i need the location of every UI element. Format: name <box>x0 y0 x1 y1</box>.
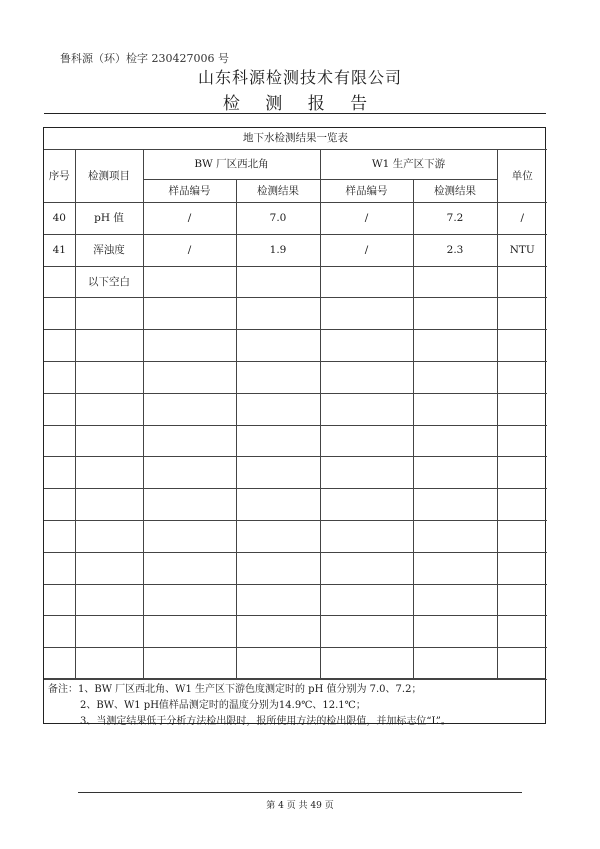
w1-result-cell <box>413 584 497 616</box>
seq-cell <box>44 489 75 521</box>
item-cell <box>75 393 143 425</box>
table-row <box>44 489 547 521</box>
unit-cell <box>497 393 547 425</box>
w1-sample-no-cell <box>320 648 413 680</box>
header-rule <box>44 113 546 114</box>
bw-sample-no-cell: / <box>143 234 236 266</box>
table-row <box>44 552 547 584</box>
col-item-header: 检测项目 <box>75 150 143 203</box>
bw-sample-no-cell <box>143 393 236 425</box>
w1-sample-no-cell: / <box>320 234 413 266</box>
w1-result-cell <box>413 393 497 425</box>
table-caption: 地下水检测结果一览表 <box>44 128 547 150</box>
w1-result-header: 检测结果 <box>413 180 497 203</box>
bw-result-cell: 1.9 <box>236 234 320 266</box>
unit-cell <box>497 616 547 648</box>
table-row <box>44 457 547 489</box>
unit-cell <box>497 520 547 552</box>
w1-result-cell: 7.2 <box>413 203 497 235</box>
bw-sample-no-cell <box>143 361 236 393</box>
item-cell <box>75 298 143 330</box>
page-number: 第 4 页 共 49 页 <box>266 801 334 811</box>
item-cell <box>75 584 143 616</box>
item-cell <box>75 361 143 393</box>
remark-2: 2、BW、W1 pH值样品测定时的温度分别为14.9℃、12.1℃； <box>80 700 366 711</box>
w1-result-cell <box>413 552 497 584</box>
company-name: 山东科源检测技术有限公司 <box>197 68 402 87</box>
w1-result-cell: 2.3 <box>413 234 497 266</box>
w1-result-cell <box>413 616 497 648</box>
w1-result-cell <box>413 648 497 680</box>
col-unit-header: 单位 <box>497 150 547 203</box>
seq-cell: 40 <box>44 203 75 235</box>
table-row <box>44 520 547 552</box>
item-cell <box>75 457 143 489</box>
table-row <box>44 648 547 680</box>
remark-1: 备注：1、BW 厂区西北角、W1 生产区下游色度测定时的 pH 值分别为 7.0、7.2； <box>48 684 422 695</box>
item-cell: 浑浊度 <box>75 234 143 266</box>
header-row <box>44 150 547 180</box>
unit-cell <box>497 330 547 362</box>
footer-rule <box>78 792 522 793</box>
bw-sample-no-cell: / <box>143 203 236 235</box>
w1-sample-no-cell <box>320 457 413 489</box>
seq-cell <box>44 584 75 616</box>
w1-result-cell <box>413 457 497 489</box>
unit-cell <box>497 425 547 457</box>
bw-sample-no-header: 样品编号 <box>143 180 236 203</box>
w1-result-cell <box>413 425 497 457</box>
w1-sample-no-cell <box>320 552 413 584</box>
bw-sample-no-cell <box>143 616 236 648</box>
w1-result-cell <box>413 520 497 552</box>
unit-cell <box>497 457 547 489</box>
results-frame <box>43 127 546 727</box>
bw-sample-no-cell <box>143 584 236 616</box>
w1-result-cell <box>413 266 497 298</box>
bw-sample-no-cell <box>143 298 236 330</box>
bw-result-cell <box>236 584 320 616</box>
w1-result-cell <box>413 330 497 362</box>
bw-result-cell <box>236 520 320 552</box>
bw-result-cell <box>236 457 320 489</box>
caption-row <box>44 128 547 150</box>
w1-sample-no-cell <box>320 584 413 616</box>
w1-sample-no-cell <box>320 330 413 362</box>
table-row <box>44 203 547 235</box>
table-row <box>44 298 547 330</box>
bw-result-cell <box>236 330 320 362</box>
table-row <box>44 425 547 457</box>
seq-cell <box>44 425 75 457</box>
seq-cell <box>44 393 75 425</box>
seq-cell <box>44 298 75 330</box>
remarks <box>44 678 545 730</box>
w1-sample-no-cell <box>320 425 413 457</box>
w1-result-cell <box>413 489 497 521</box>
bw-result-cell <box>236 648 320 680</box>
item-cell <box>75 520 143 552</box>
report-number: 鲁科源（环）检字 230427006 号 <box>60 52 229 65</box>
bw-result-cell <box>236 393 320 425</box>
seq-cell: 41 <box>44 234 75 266</box>
w1-sample-no-cell <box>320 393 413 425</box>
seq-cell <box>44 361 75 393</box>
bw-result-cell <box>236 266 320 298</box>
bw-result-header: 检测结果 <box>236 180 320 203</box>
unit-cell: / <box>497 203 547 235</box>
bw-result-cell <box>236 552 320 584</box>
item-cell <box>75 616 143 648</box>
item-cell: pH 值 <box>75 203 143 235</box>
unit-cell <box>497 489 547 521</box>
item-cell <box>75 552 143 584</box>
results-table <box>44 128 547 680</box>
w1-sample-no-cell <box>320 266 413 298</box>
item-cell <box>75 425 143 457</box>
bw-sample-no-cell <box>143 457 236 489</box>
table-row <box>44 393 547 425</box>
seq-cell <box>44 552 75 584</box>
group-bw-header: BW 厂区西北角 <box>143 150 320 180</box>
document-title: 检 测 报 告 <box>222 94 378 114</box>
group-w1-header: W1 生产区下游 <box>320 150 497 180</box>
w1-sample-no-cell <box>320 361 413 393</box>
bw-result-cell: 7.0 <box>236 203 320 235</box>
bw-result-cell <box>236 425 320 457</box>
bw-sample-no-cell <box>143 266 236 298</box>
results-table-body <box>44 128 547 679</box>
unit-cell <box>497 298 547 330</box>
seq-cell <box>44 648 75 680</box>
seq-cell <box>44 266 75 298</box>
w1-result-cell <box>413 361 497 393</box>
table-row <box>44 584 547 616</box>
bw-result-cell <box>236 298 320 330</box>
unit-cell <box>497 648 547 680</box>
seq-cell <box>44 520 75 552</box>
table-row <box>44 234 547 266</box>
w1-sample-no-cell <box>320 616 413 648</box>
bw-sample-no-cell <box>143 648 236 680</box>
remark-3: 3、当测定结果低于分析方法检出限时，报所使用方法的检出限值，并加标志位“L”。 <box>80 716 451 727</box>
seq-cell <box>44 330 75 362</box>
w1-sample-no-header: 样品编号 <box>320 180 413 203</box>
w1-sample-no-cell: / <box>320 203 413 235</box>
w1-sample-no-cell <box>320 489 413 521</box>
item-cell <box>75 648 143 680</box>
bw-sample-no-cell <box>143 330 236 362</box>
bw-result-cell <box>236 616 320 648</box>
bw-sample-no-cell <box>143 425 236 457</box>
col-seq-header: 序号 <box>44 150 75 203</box>
unit-cell <box>497 552 547 584</box>
unit-cell <box>497 361 547 393</box>
unit-cell: NTU <box>497 234 547 266</box>
unit-cell <box>497 266 547 298</box>
bw-sample-no-cell <box>143 489 236 521</box>
table-row <box>44 361 547 393</box>
table-row <box>44 266 547 298</box>
table-row <box>44 616 547 648</box>
bw-sample-no-cell <box>143 552 236 584</box>
unit-cell <box>497 584 547 616</box>
item-cell: 以下空白 <box>75 266 143 298</box>
w1-sample-no-cell <box>320 298 413 330</box>
table-row <box>44 330 547 362</box>
bw-result-cell <box>236 489 320 521</box>
item-cell <box>75 489 143 521</box>
bw-sample-no-cell <box>143 520 236 552</box>
w1-result-cell <box>413 298 497 330</box>
w1-sample-no-cell <box>320 520 413 552</box>
seq-cell <box>44 616 75 648</box>
item-cell <box>75 330 143 362</box>
seq-cell <box>44 457 75 489</box>
bw-result-cell <box>236 361 320 393</box>
